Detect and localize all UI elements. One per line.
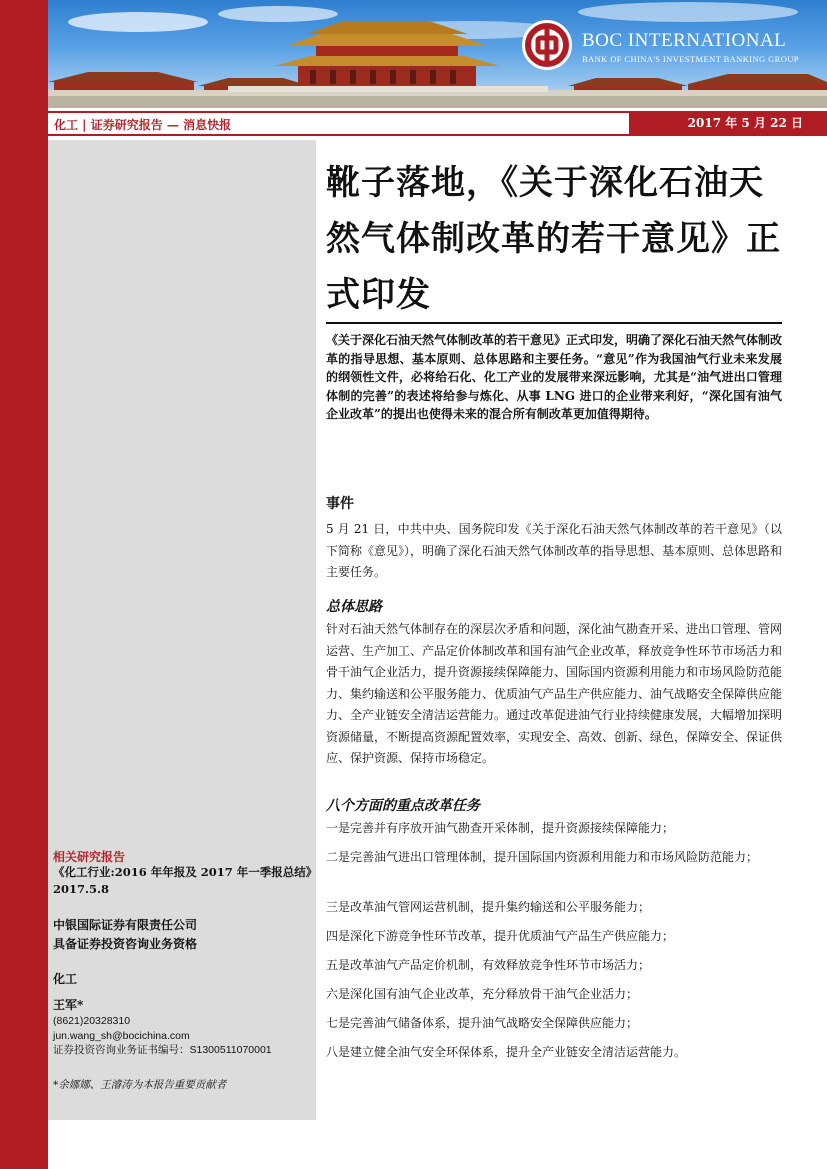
header-banner <box>48 0 827 108</box>
task-item-1: 一是完善并有序放开油气勘查开采体制，提升资源接续保障能力； <box>326 821 675 835</box>
bank-of-china-emblem-icon <box>522 20 572 70</box>
brand-name: BOC INTERNATIONAL <box>582 30 787 51</box>
analyst-email[interactable]: jun.wang_sh@bocichina.com <box>53 1029 190 1042</box>
company-name: 中银国际证券有限责任公司 <box>53 918 198 932</box>
analyst-name: 王军* <box>53 998 84 1012</box>
related-reports-heading: 相关研究报告 <box>53 850 126 864</box>
analyst-contact <box>53 1014 272 1058</box>
approach-text: 针对石油天然气体制存在的深层次矛盾和问题，深化油气勘查开采、进出口管理、管网运营、生产加工、产品定价体制改革和国有油气企业改革，释放竞争性环节市场活力和骨干油气企业活力，提升资源接续保障能力、国际国内资源利用能力和市场风险防范能力、集约输送和公平服务能力、优质油气产品生产供应能力、油气战略安全保障供应能力、全产业链安全清洁运营能力。通过改革促进油气行业持续健康发展，大幅增加探明资源储量，不断提高资源配置效率，实现安全、高效、创新、绿色，保障安全、保证供应、保护资源、保持市场稳定。 <box>326 622 783 765</box>
date-box <box>629 111 827 136</box>
tasks-heading: 八个方面的重点改革任务 <box>326 798 480 814</box>
task-item-5: 五是改革油气产品定价机制，有效释放竞争性环节市场活力； <box>326 958 651 972</box>
left-accent-strip <box>0 0 48 1169</box>
report-category: 化工 | 证券研究报告 — 消息快报 <box>54 118 232 132</box>
analyst-license: 证券投资咨询业务证书编号：S1300511070001 <box>53 1044 272 1056</box>
sidebar <box>48 140 316 1120</box>
title-divider <box>326 322 782 324</box>
contributors-note: *余娜娜、王濬涛为本报告重要贡献者 <box>53 1079 227 1091</box>
task-item-8: 八是建立健全油气安全环保体系，提升全产业链安全清洁运营能力。 <box>326 1045 687 1059</box>
report-header-bar <box>48 111 827 136</box>
company-qualification: 具备证券投资咨询业务资格 <box>53 937 198 951</box>
approach-heading: 总体思路 <box>326 599 382 615</box>
boci-logo <box>522 20 822 72</box>
report-summary: 《关于深化石油天然气体制改革的若干意见》正式印发，明确了深化石油天然气体制改革的指导思想、基本原则、总体思路和主要任务。“意见”作为我国油气行业未来发展的纲领性文件，必将给石化、化工产业的发展带来深远影响，尤其是“油气进出口管理体制的完善”的表述将给参与炼化、从事 LNG 进口的企业带来利好，“深化国有油气企业改革”的提出也使得未来的混合所有制改革更加值得期待。 <box>326 333 783 421</box>
report-date: 2017 年 5 月 22 日 <box>687 116 803 130</box>
report-title: 靴子落地，《关于深化石油天然气体制改革的若干意见》正式印发 <box>326 163 781 315</box>
event-text: 5 月 21 日，中共中央、国务院印发《关于深化石油天然气体制改革的若干意见》（以下简称《意见》），明确了深化石油天然气体制改革的指导思想、基本原则、总体思路和主要任务。 <box>326 522 783 579</box>
task-item-4: 四是深化下游竞争性环节改革，提升优质油气产品生产供应能力； <box>326 929 675 943</box>
analyst-phone: (8621)20328310 <box>53 1015 131 1027</box>
task-item-3: 三是改革油气管网运营机制，提升集约输送和公平服务能力； <box>326 900 651 914</box>
task-item-2: 二是完善油气进出口管理体制，提升国际国内资源利用能力和市场风险防范能力； <box>326 850 759 864</box>
brand-tagline: BANK OF CHINA'S INVESTMENT BANKING GROUP <box>582 54 799 64</box>
company-info <box>53 916 315 954</box>
related-report-item: 《化工行业:2016 年年报及 2017 年一季报总结》2017.5.8 <box>53 865 312 896</box>
task-item-7: 七是完善油气储备体系，提升油气战略安全保障供应能力； <box>326 1016 639 1030</box>
event-heading: 事件 <box>326 496 354 512</box>
task-item-6: 六是深化国有油气企业改革，充分释放骨干油气企业活力； <box>326 987 639 1001</box>
sector-label: 化工 <box>53 972 78 986</box>
